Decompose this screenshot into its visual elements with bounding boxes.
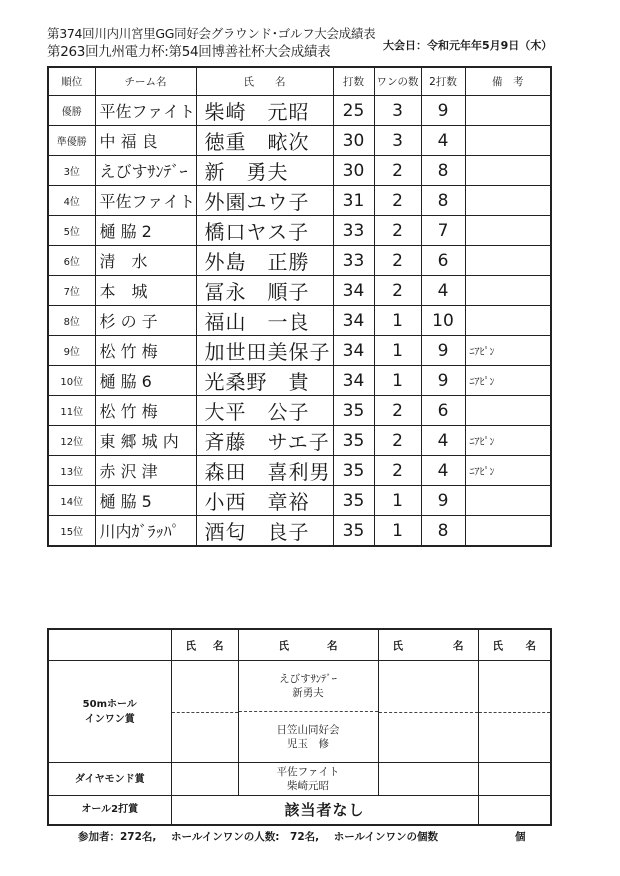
player-name-cell: 酒匂 良子 [196, 516, 333, 547]
hole-in-one-total-label: ホールインワンの個数 [333, 831, 439, 843]
hole-in-one-cell: 1 [374, 306, 421, 336]
table-row [48, 276, 551, 306]
player-name-cell: 加世田美保子 [196, 336, 333, 366]
hole-in-one-cell: 2 [374, 396, 421, 426]
team-cell: 樋 脇 6 [95, 366, 196, 396]
awards-header-name: 氏 名 [478, 629, 551, 661]
two-strokes-cell: 9 [421, 486, 465, 516]
rank-cell: 5位 [48, 216, 95, 246]
team-cell: 平佐ファイト [95, 96, 196, 126]
player-name-cell: 小西 章裕 [196, 486, 333, 516]
table-row [48, 186, 551, 216]
hole-in-one-winners-cell [238, 661, 378, 763]
column-header-rank: 順位 [48, 67, 95, 96]
two-strokes-cell: 8 [421, 186, 465, 216]
all-two-award-result: 該当者なし [171, 796, 478, 825]
award-empty-cell [478, 661, 551, 763]
two-strokes-cell: 10 [421, 306, 465, 336]
column-header-hole-in-one: ワンの数 [374, 67, 421, 96]
hole-in-one-cell: 2 [374, 456, 421, 486]
table-row [48, 516, 551, 547]
diamond-award-winner: 平佐ファイト 柴崎元昭 [238, 763, 378, 796]
hole-in-one-cell: 2 [374, 156, 421, 186]
player-name-cell: 柴崎 元昭 [196, 96, 333, 126]
rank-cell: 14位 [48, 486, 95, 516]
strokes-cell: 35 [333, 456, 374, 486]
table-row [48, 126, 551, 156]
two-strokes-cell: 4 [421, 276, 465, 306]
rank-cell: 6位 [48, 246, 95, 276]
hole-in-one-cell: 2 [374, 216, 421, 246]
team-cell: 松 竹 梅 [95, 336, 196, 366]
document-title: 第374回川内川宮里GG同好会グラウンド･ゴルフ大会成績表 [47, 26, 376, 41]
hole-in-one-cell: 3 [374, 126, 421, 156]
hole-in-one-cell: 1 [374, 516, 421, 547]
player-name-cell: 冨永 順子 [196, 276, 333, 306]
player-name-cell: 光桑野 貴 [196, 366, 333, 396]
note-cell: ﾆｱﾋﾟﾝ [465, 336, 551, 366]
team-cell: えびすｻﾝﾃﾞｰ [95, 156, 196, 186]
player-name-cell: 橋口ヤス子 [196, 216, 333, 246]
award-empty-cell [378, 763, 478, 796]
player-name-cell: 徳重 畩次 [196, 126, 333, 156]
awards-header-name: 氏 名 [378, 629, 478, 661]
note-cell [465, 276, 551, 306]
strokes-cell: 34 [333, 366, 374, 396]
strokes-cell: 35 [333, 486, 374, 516]
strokes-cell: 35 [333, 396, 374, 426]
hole-in-one-cell: 2 [374, 426, 421, 456]
note-cell [465, 96, 551, 126]
hole-in-one-cell: 1 [374, 366, 421, 396]
rank-cell: 3位 [48, 156, 95, 186]
hole-in-one-award-row [48, 661, 551, 763]
hole-in-one-award-label: 50mホール インワン賞 [48, 661, 171, 763]
meet-date: 大会日：令和元年年5月9日（木） [383, 39, 553, 52]
team-cell: 本 城 [95, 276, 196, 306]
note-cell: ﾆｱﾋﾟﾝ [465, 366, 551, 396]
results-table [47, 66, 552, 547]
team-cell: 樋 脇 2 [95, 216, 196, 246]
column-header-team: チーム名 [95, 67, 196, 96]
team-cell: 赤 沢 津 [95, 456, 196, 486]
hole-in-one-cell: 1 [374, 486, 421, 516]
note-cell [465, 126, 551, 156]
document-subtitle: 第263回九州電力杯:第54回博善社杯大会成績表 [47, 44, 331, 60]
awards-header-name: 氏 名 [171, 629, 238, 661]
team-cell: 中 福 良 [95, 126, 196, 156]
note-cell [465, 306, 551, 336]
hole-in-one-people-count: ホールインワンの人数: 72名, [171, 831, 320, 843]
awards-header-name: 氏 名 [238, 629, 378, 661]
strokes-cell: 34 [333, 306, 374, 336]
award-empty-cell [478, 763, 551, 796]
table-row [48, 336, 551, 366]
two-strokes-cell: 8 [421, 516, 465, 547]
note-cell [465, 516, 551, 547]
strokes-cell: 35 [333, 516, 374, 547]
team-cell: 清 水 [95, 246, 196, 276]
hole-in-one-cell: 1 [374, 336, 421, 366]
note-cell: ﾆｱﾋﾟﾝ [465, 426, 551, 456]
column-header-notes: 備 考 [465, 67, 551, 96]
note-cell [465, 216, 551, 246]
note-cell [465, 156, 551, 186]
award-empty-cell [478, 796, 551, 825]
rank-cell: 12位 [48, 426, 95, 456]
team-cell: 川内ｶﾞﾗｯﾊﾟ [95, 516, 196, 547]
hole-in-one-cell: 3 [374, 96, 421, 126]
two-strokes-cell: 4 [421, 126, 465, 156]
award-empty-cell [171, 763, 238, 796]
player-name-cell: 森田 喜利男 [196, 456, 333, 486]
note-cell [465, 246, 551, 276]
two-strokes-cell: 9 [421, 366, 465, 396]
note-cell: ﾆｱﾋﾟﾝ [465, 456, 551, 486]
rank-cell: 11位 [48, 396, 95, 426]
column-header-name: 氏 名 [196, 67, 333, 96]
strokes-cell: 35 [333, 426, 374, 456]
two-strokes-cell: 4 [421, 456, 465, 486]
strokes-cell: 34 [333, 276, 374, 306]
strokes-cell: 30 [333, 156, 374, 186]
hole-in-one-winner: 日笠山同好会 児玉 修 [239, 711, 378, 762]
strokes-cell: 34 [333, 336, 374, 366]
rank-cell: 10位 [48, 366, 95, 396]
rank-cell: 優勝 [48, 96, 95, 126]
hole-in-one-cell: 2 [374, 246, 421, 276]
results-header-row [48, 67, 551, 96]
hole-in-one-cell: 2 [374, 276, 421, 306]
column-header-strokes: 打数 [333, 67, 374, 96]
table-row [48, 216, 551, 246]
player-name-cell: 外島 正勝 [196, 246, 333, 276]
award-empty-cell [378, 661, 478, 763]
awards-header-blank [48, 629, 171, 661]
awards-table [47, 628, 552, 826]
strokes-cell: 33 [333, 246, 374, 276]
rank-cell: 15位 [48, 516, 95, 547]
table-row [48, 366, 551, 396]
participants-count: 参加者：272名, [78, 831, 157, 843]
diamond-award-row [48, 763, 551, 796]
team-cell: 平佐ファイト [95, 186, 196, 216]
two-strokes-cell: 9 [421, 336, 465, 366]
strokes-cell: 30 [333, 126, 374, 156]
table-row [48, 96, 551, 126]
table-row [48, 426, 551, 456]
player-name-cell: 福山 一良 [196, 306, 333, 336]
player-name-cell: 大平 公子 [196, 396, 333, 426]
note-cell [465, 396, 551, 426]
hole-in-one-cell: 2 [374, 186, 421, 216]
team-cell: 松 竹 梅 [95, 396, 196, 426]
rank-cell: 9位 [48, 336, 95, 366]
award-empty-cell [171, 661, 238, 763]
rank-cell: 8位 [48, 306, 95, 336]
rank-cell: 13位 [48, 456, 95, 486]
table-row [48, 486, 551, 516]
strokes-cell: 31 [333, 186, 374, 216]
rank-cell: 7位 [48, 276, 95, 306]
table-row [48, 306, 551, 336]
rank-cell: 準優勝 [48, 126, 95, 156]
two-strokes-cell: 6 [421, 246, 465, 276]
column-header-two-strokes: 2打数 [421, 67, 465, 96]
note-cell [465, 486, 551, 516]
table-row [48, 396, 551, 426]
strokes-cell: 25 [333, 96, 374, 126]
two-strokes-cell: 7 [421, 216, 465, 246]
two-strokes-cell: 8 [421, 156, 465, 186]
two-strokes-cell: 4 [421, 426, 465, 456]
player-name-cell: 外園ユウ子 [196, 186, 333, 216]
hole-in-one-winner: えびすｻﾝﾃﾞｰ 新勇夫 [279, 673, 337, 699]
team-cell: 樋 脇 5 [95, 486, 196, 516]
team-cell: 東 郷 城 内 [95, 426, 196, 456]
all-two-award-row [48, 796, 551, 825]
two-strokes-cell: 6 [421, 396, 465, 426]
all-two-award-label: オール2打賞 [48, 796, 171, 825]
participation-summary [78, 829, 528, 844]
table-row [48, 156, 551, 186]
player-name-cell: 新 勇夫 [196, 156, 333, 186]
team-cell: 杉 の 子 [95, 306, 196, 336]
note-cell [465, 186, 551, 216]
player-name-cell: 斉藤 サエ子 [196, 426, 333, 456]
awards-header-row [48, 629, 551, 661]
two-strokes-cell: 9 [421, 96, 465, 126]
strokes-cell: 33 [333, 216, 374, 246]
table-row [48, 246, 551, 276]
rank-cell: 4位 [48, 186, 95, 216]
hole-in-one-unit: 個 [515, 831, 526, 843]
table-row [48, 456, 551, 486]
diamond-award-label: ダイヤモンド賞 [48, 763, 171, 796]
